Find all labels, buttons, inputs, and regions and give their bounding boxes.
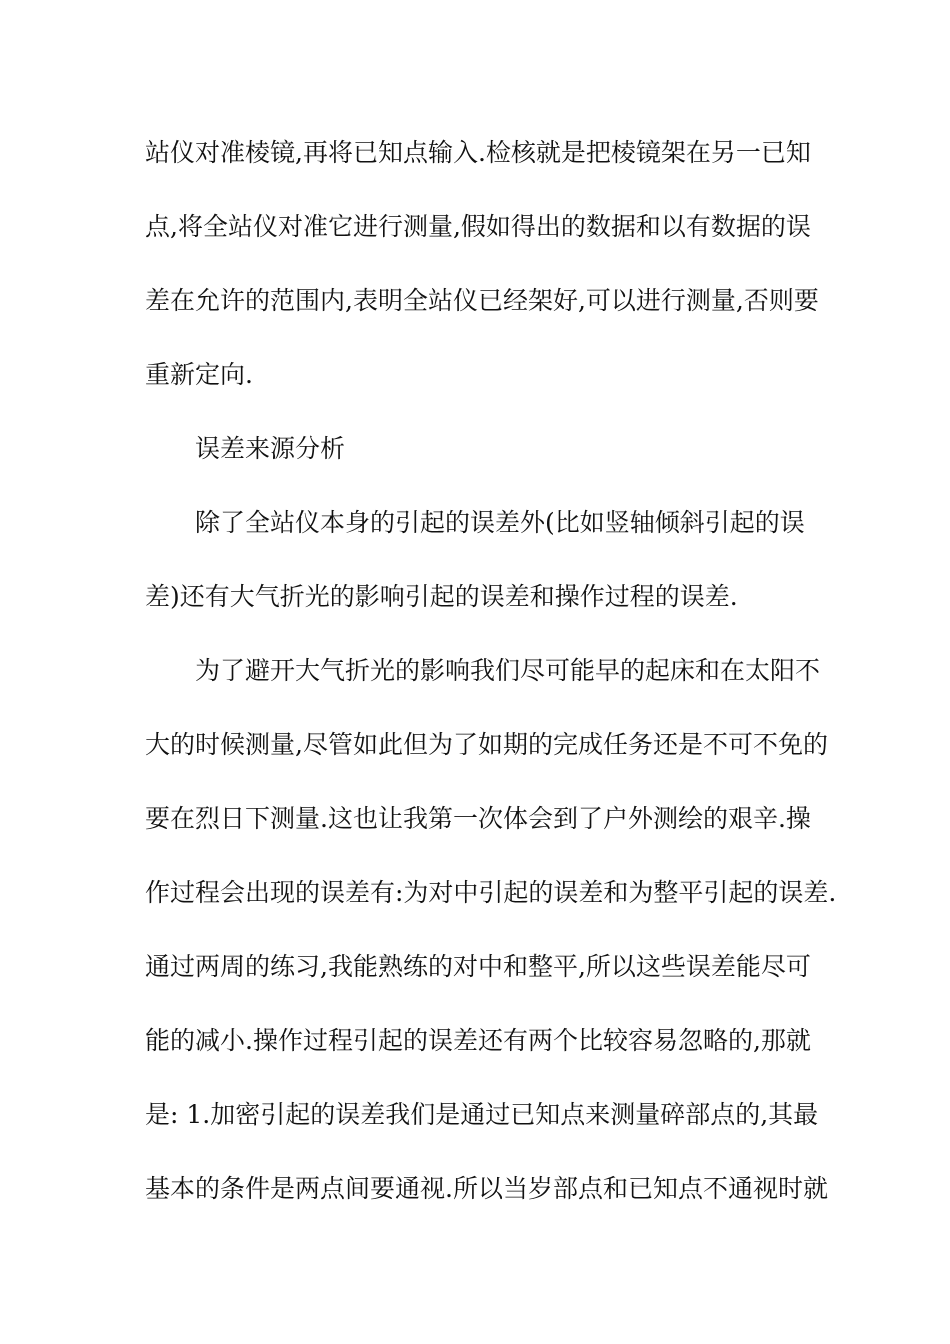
text-line: 差在允许的范围内,表明全站仪已经架好,可以进行测量,否则要 [145,286,819,315]
text-line: 大的时候测量,尽管如此但为了如期的完成任务还是不可不免的 [145,730,828,759]
text-line: 通过两周的练习,我能熟练的对中和整平,所以这些误差能尽可 [145,952,811,981]
text-line: 作过程会出现的误差有:为对中引起的误差和为整平引起的误差. [145,878,837,907]
text-line: 除了全站仪本身的引起的误差外(比如竖轴倾斜引起的误 [195,508,805,537]
text-line: 能的减小.操作过程引起的误差还有两个比较容易忽略的,那就 [145,1026,811,1055]
section-heading: 误差来源分析 [195,434,346,463]
text-line: 要在烈日下测量.这也让我第一次体会到了户外测绘的艰辛.操 [145,804,811,833]
text-line: 基本的条件是两点间要通视.所以当岁部点和已知点不通视时就 [145,1174,828,1203]
text-line: 差)还有大气折光的影响引起的误差和操作过程的误差. [145,582,738,611]
text-line: 站仪对准棱镜,再将已知点输入.检核就是把棱镜架在另一已知 [145,138,811,167]
text-line: 为了避开大气折光的影响我们尽可能早的起床和在太阳不 [195,656,821,685]
text-line: 是: 1.加密引起的误差我们是通过已知点来测量碎部点的,其最 [145,1100,819,1129]
document-body [145,131,837,1241]
text-line: 重新定向. [145,360,253,389]
text-line: 点,将全站仪对准它进行测量,假如得出的数据和以有数据的误 [145,212,811,241]
